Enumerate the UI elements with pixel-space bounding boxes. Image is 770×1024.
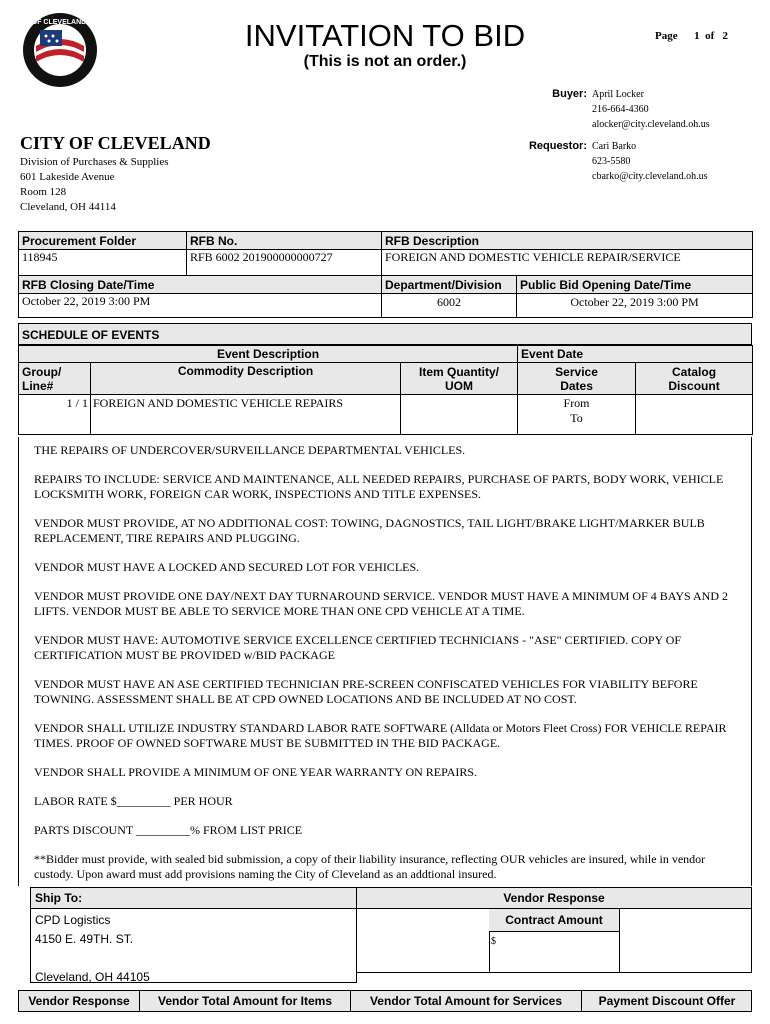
rfb-no-label: RFB No. xyxy=(187,232,382,250)
parts-discount-line: PARTS DISCOUNT _________% FROM LIST PRICE xyxy=(34,823,303,837)
contract-amount-label: Contract Amount xyxy=(489,909,619,932)
schedule-title: SCHEDULE OF EVENTS xyxy=(18,323,752,345)
vendor-response-label: Vendor Response xyxy=(357,888,751,909)
buyer-label: Buyer: xyxy=(552,88,587,100)
ship-to-box xyxy=(30,887,357,983)
group-line-header: Group/ Line# xyxy=(19,363,91,395)
requirement-paragraph: VENDOR SHALL UTILIZE INDUSTRY STANDARD LABOR RATE SOFTWARE (Alldata or Motors Fleet Cross) FOR VEHICLE REPAIR TIMES. PROOF OF OWNED SOFTWARE MUST BE SUBMITTED IN THE BID PACKAGE. xyxy=(34,721,727,750)
closing-date-label: RFB Closing Date/Time xyxy=(19,276,382,294)
requirement-paragraph: VENDOR MUST HAVE AN ASE CERTIFIED TECHNICIAN PRE-SCREEN CONFISCATED VEHICLES FOR VIABILITY BEFORE TOWNING. ASSESSMENT SHALL BE AT CPD OWNED LOCATIONS AND BE INCLUDED AT NO COST. xyxy=(34,677,698,706)
opening-date-label: Public Bid Opening Date/Time xyxy=(517,276,753,294)
requirement-paragraph: THE REPAIRS OF UNDERCOVER/SURVEILLANCE DEPARTMENTAL VEHICLES. xyxy=(34,443,466,457)
bid-info-table xyxy=(18,231,752,318)
ship-to-label: Ship To: xyxy=(31,888,356,909)
procurement-folder-label: Procurement Folder xyxy=(19,232,187,250)
svg-text:CITY OF CLEVELAND OHIO: CITY OF CLEVELAND OHIO xyxy=(13,19,107,26)
bid-requirements-text xyxy=(34,443,746,896)
requirement-paragraph: VENDOR MUST PROVIDE ONE DAY/NEXT DAY TURNAROUND SERVICE. VENDOR MUST HAVE A MINIMUM OF 4 BAYS AND 2 LIFTS. VENDOR MUST BE ABLE TO SERVICE MORE THAN ONE CPD VEHICLE AT A TIME. xyxy=(34,589,729,618)
commodity-header: Commodity Description xyxy=(91,363,401,395)
vendor-totals-footer xyxy=(18,990,752,1012)
footer-vendor-response: Vendor Response xyxy=(19,991,140,1011)
rfb-description-label: RFB Description xyxy=(382,232,753,250)
line-number: 1 / 1 xyxy=(19,395,91,435)
vendor-response-box xyxy=(356,887,752,973)
quantity-cell xyxy=(401,395,518,435)
catalog-discount-header: Catalog Discount xyxy=(636,363,753,395)
schedule-of-events xyxy=(18,323,752,435)
department-label: Department/Division xyxy=(382,276,517,294)
contract-amount-field[interactable]: $ xyxy=(491,936,496,947)
commodity-description: FOREIGN AND DOMESTIC VEHICLE REPAIRS xyxy=(91,395,401,435)
department-value: 6002 xyxy=(382,294,517,318)
quantity-header: Item Quantity/ UOM xyxy=(401,363,518,395)
document-title: INVITATION TO BID xyxy=(244,18,526,53)
labor-rate-line: LABOR RATE $_________ PER HOUR xyxy=(34,794,233,808)
footer-payment-discount: Payment Discount Offer xyxy=(598,994,736,1008)
rfb-no-value: RFB 6002 201900000000727 xyxy=(187,250,382,276)
catalog-discount-cell xyxy=(636,395,753,435)
footer-total-services: Vendor Total Amount for Services xyxy=(351,991,582,1011)
table-row xyxy=(19,395,753,435)
closing-date-value: October 22, 2019 3:00 PM xyxy=(19,294,382,318)
ship-to-address: CPD Logistics 4150 E. 49TH. ST. Cleveland, OH 44105 xyxy=(35,913,150,984)
page-indicator: Page 1 of 2 xyxy=(655,30,729,42)
requirement-paragraph: VENDOR MUST HAVE: AUTOMOTIVE SERVICE EXCELLENCE CERTIFIED TECHNICIANS - "ASE" CERTIFIED. COPY OF CERTIFICATION MUST BE PROVIDED w/BID PACKAGE xyxy=(34,633,682,662)
opening-date-value: October 22, 2019 3:00 PM xyxy=(517,294,753,318)
org-name: CITY OF CLEVELAND xyxy=(20,133,211,153)
requirement-paragraph: REPAIRS TO INCLUDE: SERVICE AND MAINTENANCE, ALL NEEDED REPAIRS, PURCHASE OF PARTS, BODY WORK, VEHICLE LOCKSMITH WORK, FOREIGN CAR WORK, INSPECTIONS AND TITLE EXPENSES. xyxy=(34,472,724,501)
requestor-contact: Cari Barko 623-5580 cbarko@city.cleveland.oh.us xyxy=(592,141,708,182)
requestor-label: Requestor: xyxy=(528,140,587,152)
insurance-note: **Bidder must provide, with sealed bid submission, a copy of their liability insurance, reflecting OUR vehicles are insured, while in vendor custody. Upon award must add provisions naming the City of Cleveland as an addtional insured. xyxy=(34,852,706,881)
requirement-paragraph: VENDOR SHALL PROVIDE A MINIMUM OF ONE YEAR WARRANTY ON REPAIRS. xyxy=(34,765,478,779)
service-dates-cell: From To xyxy=(518,395,636,435)
requirement-paragraph: VENDOR MUST PROVIDE, AT NO ADDITIONAL COST: TOWING, DAGNOSTICS, TAIL LIGHT/BRAKE LIGHT/MARKER BULB REPLACEMENT, TIRE REPAIRS AND PLUGGING. xyxy=(34,516,705,545)
service-dates-header: Service Dates xyxy=(518,363,636,395)
procurement-folder-value: 118945 xyxy=(19,250,187,276)
event-description-label: Event Description xyxy=(19,346,518,363)
rfb-description-value: FOREIGN AND DOMESTIC VEHICLE REPAIR/SERVICE xyxy=(382,250,753,276)
document-subtitle: (This is not an order.) xyxy=(303,53,467,70)
org-address: Division of Purchases & Supplies 601 Lakeside Avenue Room 128 Cleveland, OH 44114 xyxy=(20,156,169,213)
event-date-label: Event Date xyxy=(518,346,753,363)
buyer-contact: April Locker 216-664-4360 alocker@city.cleveland.oh.us xyxy=(592,89,710,130)
footer-total-items: Vendor Total Amount for Items xyxy=(140,991,351,1011)
requirement-paragraph: VENDOR MUST HAVE A LOCKED AND SECURED LOT FOR VEHICLES. xyxy=(34,560,420,574)
